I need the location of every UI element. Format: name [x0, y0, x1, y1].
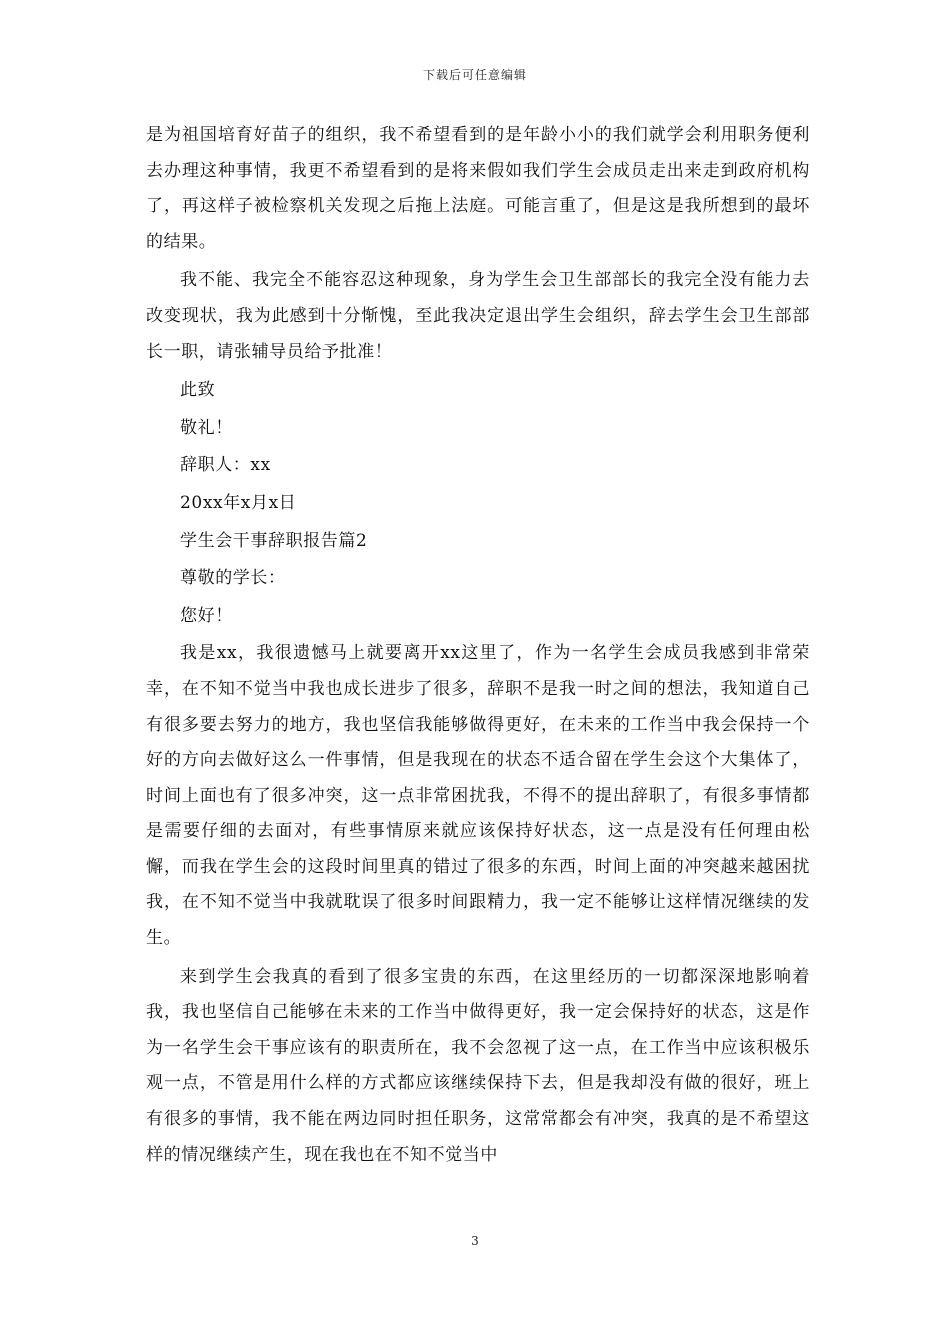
paragraph-body-2: 来到学生会我真的看到了很多宝贵的东西，在这里经历的一切都深深地影响着我，我也坚信自己能够在未来的工作当中做得更好，我一定会保持好的状态，这是作为一名学生会干事应该有的职责所在，我不会忽视了这一点，在工作当中应该积极乐观一点，不管是用什么样的方式都应该继续保持下去，但是我却没有做的很好，班上有很多的事情，我不能在两边同时担任职务，这常常都会有冲突，我真的是不希望这样的情况继续产生，现在我也在不知不觉当中	[146, 966, 810, 1165]
greeting-line: 您好！	[180, 605, 233, 626]
closing-line-1: 此致	[180, 380, 216, 401]
paragraph-body-1: 我是xx，我很遗憾马上就要离开xx这里了，作为一名学生会成员我感到非常荣幸，在不知不觉当中我也成长进步了很多，辞职不是我一时之间的想法，我知道自己有很多要去努力的地方，我也坚信我能够做得更好，在未来的工作当中我会保持一个好的方向去做好这么一件事情，但是我现在的状态不适合留在学生会这个大集体了，时间上面也有了很多冲突，这一点非常困扰我，不得不的提出辞职了，有很多事情都是需要仔细的去面对，有些事情原来就应该保持好状态，这一点是没有任何理由松懈，而我在学生会的这段时间里真的错过了很多的东西，时间上面的冲突越来越困扰我，在不知不觉当中我就耽误了很多时间跟精力，我一定不能够让这样情况继续的发生。	[146, 643, 810, 949]
paragraph-continued: 是为祖国培育好苗子的组织，我不希望看到的是年龄小小的我们就学会利用职务便利去办理这种事情，我更不希望看到的是将来假如我们学生会成员走出来走到政府机构了，再这样子被检察机关发现之后拖上法庭。可能言重了，但是这是我所想到的最坏的结果。	[146, 125, 810, 252]
paragraph-resignation-decision: 我不能、我完全不能容忍这种现象，身为学生会卫生部部长的我完全没有能力去改变现状，我为此感到十分惭愧，至此我决定退出学生会组织，辞去学生会卫生部部长一职，请张辅导员给予批准！	[146, 270, 810, 362]
salutation-line: 尊敬的学长：	[180, 568, 286, 589]
date-line: 20xx年x月x日	[180, 492, 297, 513]
closing-line-2: 敬礼！	[180, 417, 233, 438]
section-title: 学生会干事辞职报告篇2	[180, 530, 368, 551]
resigner-line: 辞职人：xx	[180, 455, 271, 476]
page-number: 3	[471, 1234, 479, 1248]
document-body	[146, 118, 810, 1176]
page-header: 下载后可任意编辑	[422, 68, 527, 82]
